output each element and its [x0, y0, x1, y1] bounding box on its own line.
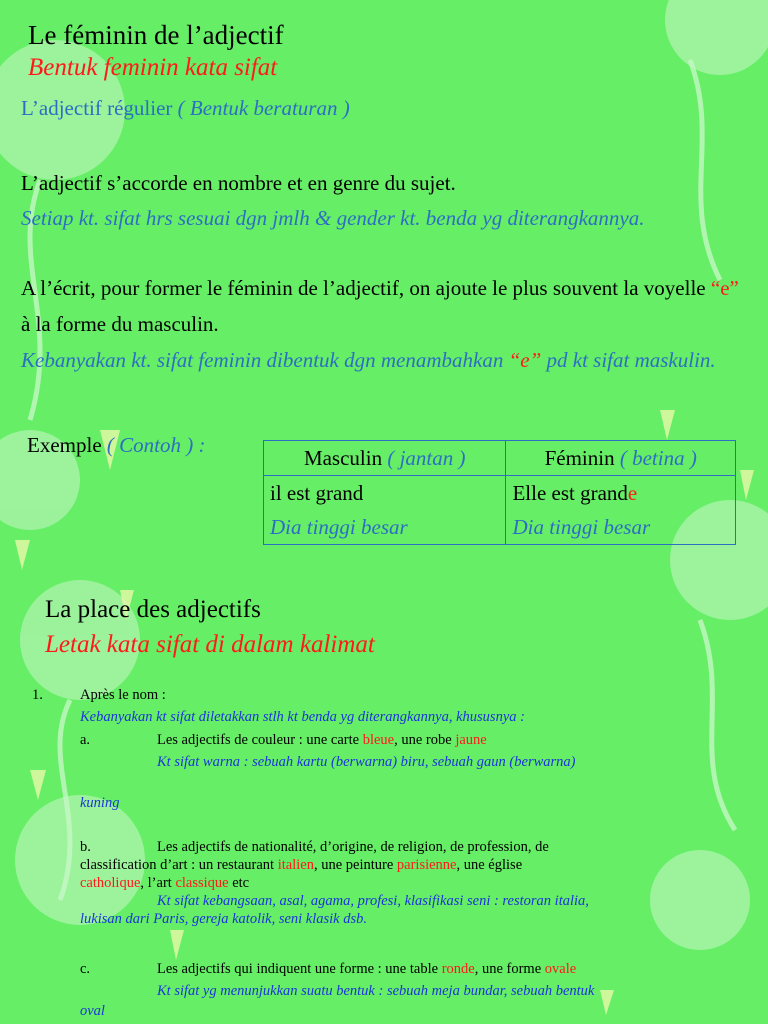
rule1-fr: L’adjectif s’accorde en nombre et en genre du sujet.: [21, 171, 456, 195]
b-t2-red: italien: [277, 857, 314, 873]
example-label-id: ( Contoh ) :: [106, 433, 206, 457]
rule2-fr: [21, 270, 741, 342]
list-item-c-id-1: Kt sifat yg menunjukkan suatu bentuk : sebuah meja bundar, sebuah bentuk: [157, 983, 595, 999]
page-title: Le féminin de l’adjectif: [28, 20, 284, 50]
list-item-a-id-2: kuning: [80, 795, 120, 811]
fem-fr-ending: e: [627, 481, 638, 505]
b-t7: etc: [228, 875, 250, 891]
rule2-id-highlight: “e”: [508, 348, 542, 372]
b-t3-red: parisienne: [396, 857, 457, 873]
fem-fr-stem: Elle est grand: [512, 481, 628, 505]
list-item-1-id: Kebanyakan kt sifat diletakkan stlh kt benda yg diterangkannya, khususnya :: [80, 709, 525, 725]
list-item-1-text: Après le nom :: [80, 687, 166, 703]
masc-fr: il est grand: [270, 481, 364, 505]
c-t1: Les adjectifs qui indiquent une forme : une table: [157, 961, 442, 977]
list-item-b-id-1: Kt sifat kebangsaan, asal, agama, profesi, klasifikasi seni : restoran italia,: [157, 893, 589, 909]
fem-id: Dia tinggi besar: [512, 515, 651, 539]
list-letter-c: c.: [80, 961, 91, 977]
list-letter-b: b.: [80, 839, 91, 855]
rule2-fr-highlight: “e”: [710, 276, 739, 300]
rule2-fr-before: A l’écrit, pour former le féminin de l’adjectif, on ajoute le plus souvent la voyelle: [21, 276, 711, 300]
list-letter-a: a.: [80, 732, 91, 748]
list-item-b-id-2: lukisan dari Paris, gereja katolik, seni klasik dsb.: [80, 911, 368, 927]
cell-masculin: [264, 476, 506, 545]
table-row: [264, 476, 736, 545]
rule1-id: Setiap kt. sifat hrs sesuai dgn jmlh & gender kt. benda yg diterangkannya.: [21, 206, 645, 230]
fem-fr: [512, 476, 729, 510]
example-label-fr: Exemple: [27, 433, 102, 457]
c-t2-red: ovale: [544, 961, 577, 977]
list-item-a-id-1: Kt sifat warna : sebuah kartu (berwarna) biru, sebuah gaun (berwarna): [157, 754, 576, 770]
table-header-row: [264, 441, 736, 476]
list-item-c-id-2: oval: [80, 1003, 105, 1019]
list-number-1: 1.: [32, 687, 43, 703]
header-feminin-fr: Féminin: [544, 446, 615, 470]
b-t2: classification d’art : un restaurant: [80, 857, 278, 873]
regular-fr: L’adjectif régulier: [21, 96, 173, 120]
a-t2-red: jaune: [455, 732, 487, 748]
b-t4: , une église: [456, 857, 523, 873]
cell-feminin: [506, 476, 736, 545]
c-t1-red: ronde: [441, 961, 475, 977]
header-masculin-fr: Masculin: [303, 446, 383, 470]
b-t1: Les adjectifs de nationalité, d’origine, de religion, de profession, de: [157, 839, 549, 855]
a-t1-red: bleue: [362, 732, 395, 748]
b-t6-red: classique: [175, 875, 229, 891]
b-t6: , l’art: [140, 875, 176, 891]
regular-id: ( Bentuk beraturan ): [177, 96, 350, 120]
header-feminin: [506, 441, 736, 476]
rule2-id: [21, 342, 741, 378]
example-table: [263, 440, 736, 545]
list-item-b-text: [80, 838, 740, 928]
example-label: [27, 433, 205, 458]
header-masculin: [264, 441, 506, 476]
section-regular-heading: [21, 96, 350, 121]
a-t2: , une robe: [394, 732, 456, 748]
header-masculin-id: ( jantan ): [387, 446, 466, 470]
header-feminin-id: ( betina ): [619, 446, 697, 470]
a-t1: Les adjectifs de couleur : une carte: [157, 732, 363, 748]
b-t3: , une peinture: [313, 857, 397, 873]
place-title: La place des adjectifs: [45, 596, 261, 623]
list-item-a-text: [157, 731, 487, 749]
c-t2: , une forme: [474, 961, 545, 977]
masc-id: Dia tinggi besar: [270, 515, 408, 539]
rule2-fr-after: à la forme du masculin.: [21, 312, 219, 336]
b-t5-red: catholique: [80, 875, 141, 891]
page-subtitle: Bentuk feminin kata sifat: [28, 54, 278, 81]
rule2-id-before: Kebanyakan kt. sifat feminin dibentuk dgn menambahkan: [21, 348, 509, 372]
list-item-c-text: [157, 960, 576, 978]
rule2-id-after: pd kt sifat maskulin.: [541, 348, 716, 372]
place-subtitle: Letak kata sifat di dalam kalimat: [45, 631, 375, 658]
